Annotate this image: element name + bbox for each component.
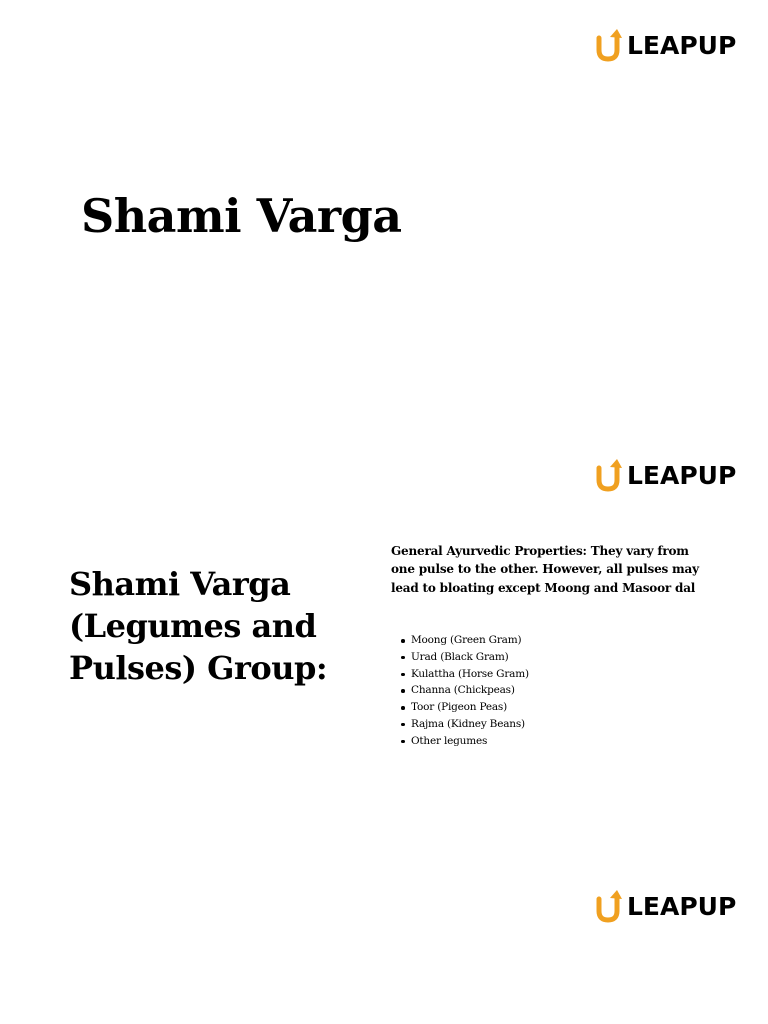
leapup-logo [596,889,736,923]
slide-title: Shami Varga [81,189,402,243]
leapup-logo-text: LEAPUP [627,460,737,490]
leapup-logo [596,28,736,62]
list-item: Channa (Chickpeas) [399,682,529,699]
list-item: Other legumes [399,733,529,750]
leapup-u-arrow-icon [596,889,622,923]
leapup-u-arrow-icon [596,28,622,62]
list-item: Toor (Pigeon Peas) [399,699,529,716]
list-item: Rajma (Kidney Beans) [399,716,529,733]
properties-description: General Ayurvedic Properties: They vary from one pulse to the other. However, all pulses may lead to bloating except Moong and Masoor dal [391,544,699,595]
leapup-logo [596,458,736,492]
section-heading: Shami Varga (Legumes and Pulses) Group: [69,565,328,687]
list-item: Moong (Green Gram) [399,632,529,649]
leapup-logo-text: LEAPUP [627,30,737,60]
leapup-u-arrow-icon [596,458,622,492]
list-item: Urad (Black Gram) [399,649,529,666]
leapup-logo-text: LEAPUP [627,891,737,921]
pulse-list [399,632,529,750]
list-item: Kulattha (Horse Gram) [399,666,529,683]
